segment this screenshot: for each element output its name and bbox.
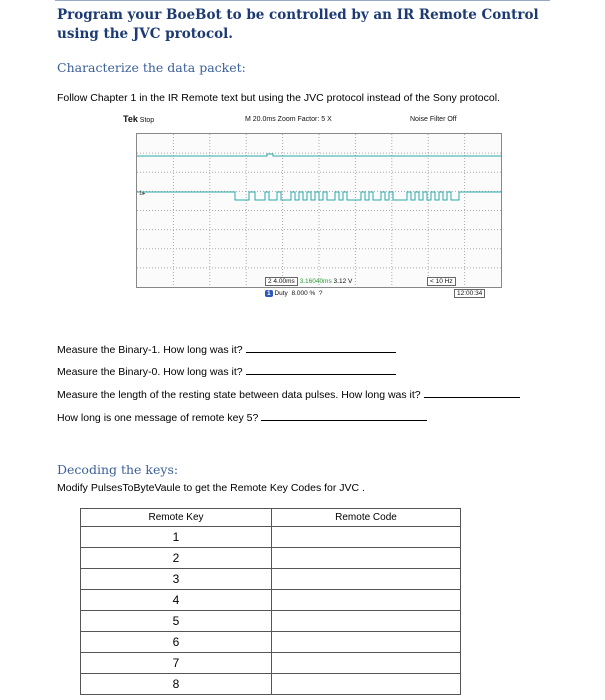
scope-noise-filter: Noise Filter Off [410, 116, 457, 123]
remote-key-cell: 8 [81, 674, 272, 695]
remote-key-cell: 3 [81, 569, 272, 590]
scope-waveform [137, 134, 501, 287]
answer-blank-4[interactable] [261, 411, 427, 421]
answer-blank-2[interactable] [246, 365, 396, 375]
table-row [81, 527, 461, 548]
measurement-name: Duty [274, 290, 288, 297]
ch-scale: 2 4.00ms [265, 277, 298, 286]
page-title: Program your BoeBot to be controlled by an IR Remote Control using the JVC protocol. [57, 7, 539, 42]
remote-key-cell: 6 [81, 632, 272, 653]
table-row [81, 632, 461, 653]
table-row [81, 674, 461, 695]
trigger-level: 3.12 V [333, 278, 353, 285]
remote-key-cell: 2 [81, 548, 272, 569]
oscilloscope-capture [123, 113, 503, 303]
header-remote-code: Remote Code [272, 509, 461, 527]
table-row [81, 611, 461, 632]
table-header-row [81, 509, 461, 527]
remote-code-cell[interactable] [272, 632, 461, 653]
remote-code-cell[interactable] [272, 569, 461, 590]
remote-code-cell[interactable] [272, 527, 461, 548]
table-row [81, 590, 461, 611]
answer-blank-3[interactable] [424, 388, 520, 398]
characterize-heading: Characterize the data packet: [57, 60, 246, 75]
remote-code-cell[interactable] [272, 548, 461, 569]
scope-brand: Tek [123, 114, 138, 124]
decoding-heading: Decoding the keys: [57, 462, 179, 477]
remote-code-table [80, 508, 461, 695]
header-rule [55, 0, 550, 1]
remote-key-cell: 1 [81, 527, 272, 548]
question-message-length: How long is one message of remote key 5? [57, 411, 427, 424]
header-remote-key: Remote Key [81, 509, 272, 527]
remote-key-cell: 4 [81, 590, 272, 611]
remote-code-cell[interactable] [272, 653, 461, 674]
scope-timebase: M 20.0ms Zoom Factor: 5 X [245, 116, 332, 123]
frequency-readout: < 10 Hz [427, 277, 456, 286]
remote-key-cell: 5 [81, 611, 272, 632]
question-binary-1: Measure the Binary-1. How long was it? [57, 343, 396, 356]
ch1-marker: 1▸ [139, 191, 146, 197]
question-binary-0: Measure the Binary-0. How long was it? [57, 365, 396, 378]
scope-state: Stop [139, 117, 155, 124]
table-row [81, 569, 461, 590]
ir-pulse-trace [137, 192, 501, 200]
answer-blank-1[interactable] [246, 343, 396, 353]
measurement-question: ? [318, 290, 323, 297]
scope-clock: 12:00:34 [454, 289, 485, 298]
remote-code-cell[interactable] [272, 590, 461, 611]
zoom-time: 3.16040ms [299, 278, 332, 285]
question-resting-state: Measure the length of the resting state between data pulses. How long was it? [57, 388, 520, 401]
scope-grid [137, 134, 501, 287]
table-row [81, 653, 461, 674]
channel-badge: 1 [267, 290, 271, 297]
instruction-text: Follow Chapter 1 in the IR Remote text but using the JVC protocol instead of the Sony protocol. [57, 92, 500, 104]
scope-screen [136, 133, 502, 288]
decoding-instruction: Modify PulsesToByteVaule to get the Remote Key Codes for JVC . [57, 482, 365, 494]
table-row [81, 548, 461, 569]
remote-key-cell: 7 [81, 653, 272, 674]
remote-code-cell[interactable] [272, 674, 461, 695]
measurement-value: 8.000 % [291, 290, 316, 297]
remote-code-cell[interactable] [272, 611, 461, 632]
